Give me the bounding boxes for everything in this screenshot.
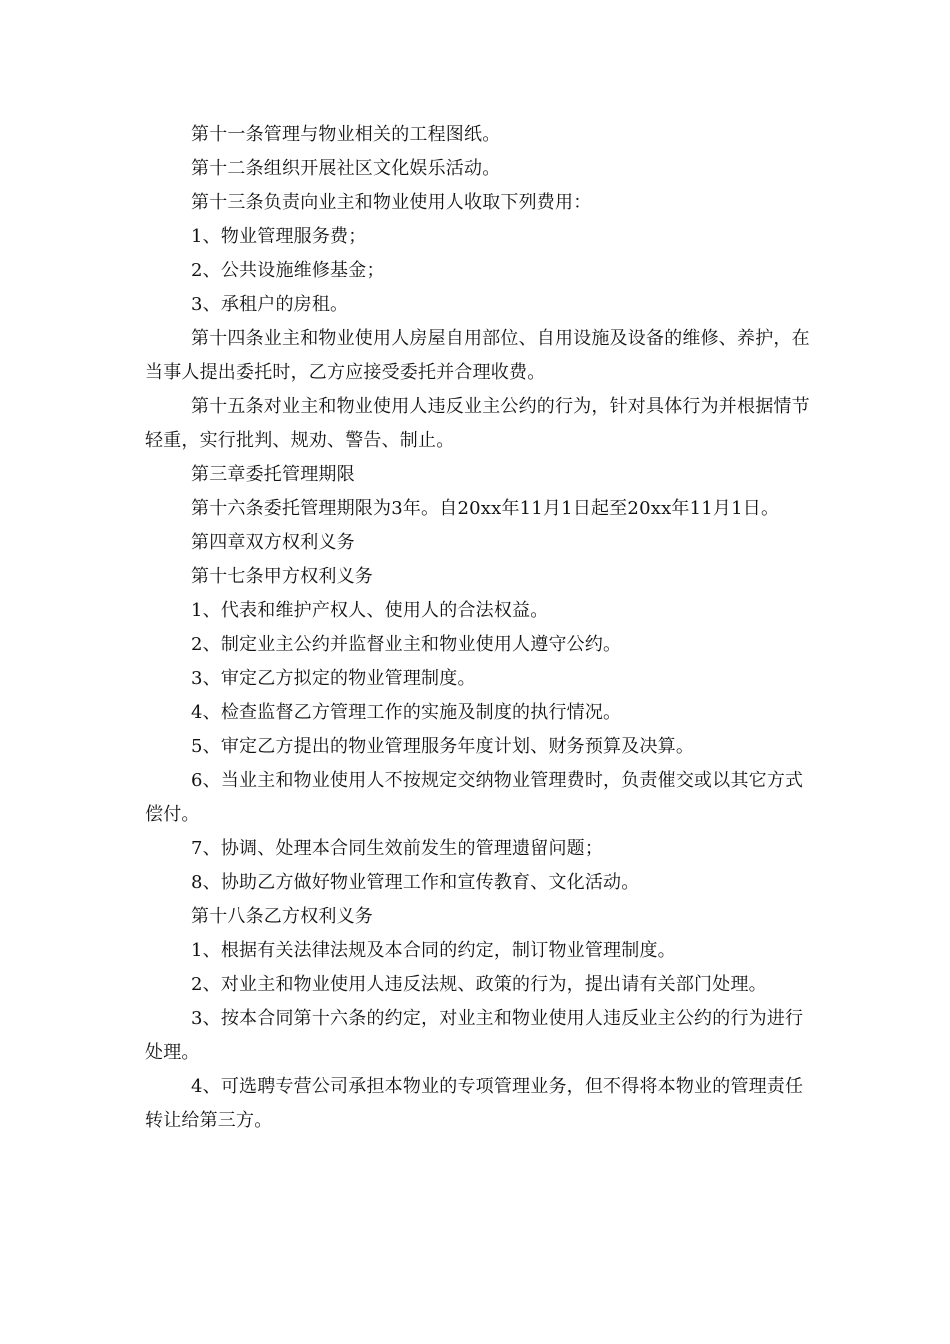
article-15: 第十五条对业主和物业使用人违反业主公约的行为，针对具体行为并根据情节轻重，实行批判、规劝、警告、制止。 <box>145 396 810 451</box>
article-17-heading: 第十七条甲方权利义务 <box>191 566 373 587</box>
party-a-item-4: 4、检查监督乙方管理工作的实施及制度的执行情况。 <box>191 702 622 723</box>
fee-item-2: 2、公共设施维修基金； <box>191 260 385 281</box>
party-a-item-3: 3、审定乙方拟定的物业管理制度。 <box>191 668 476 689</box>
article-11: 第十一条管理与物业相关的工程图纸。 <box>191 124 501 145</box>
chapter-3-heading: 第三章委托管理期限 <box>191 464 355 485</box>
party-a-item-1: 1、代表和维护产权人、使用人的合法权益。 <box>191 600 549 621</box>
party-b-item-3: 3、按本合同第十六条的约定，对业主和物业使用人违反业主公约的行为进行处理。 <box>145 1008 804 1063</box>
document-body <box>145 118 810 1138</box>
fee-item-3: 3、承租户的房租。 <box>191 294 349 315</box>
fee-item-1: 1、物业管理服务费； <box>191 226 367 247</box>
party-a-item-7: 7、协调、处理本合同生效前发生的管理遗留问题； <box>191 838 604 859</box>
party-b-item-2: 2、对业主和物业使用人违反法规、政策的行为，提出请有关部门处理。 <box>191 974 767 995</box>
article-18-heading: 第十八条乙方权利义务 <box>191 906 373 927</box>
article-14: 第十四条业主和物业使用人房屋自用部位、自用设施及设备的维修、养护，在当事人提出委托时，乙方应接受委托并合理收费。 <box>145 328 810 383</box>
article-16: 第十六条委托管理期限为3年。自20xx年11月1日起至20xx年11月1日。 <box>191 498 780 519</box>
party-b-item-4: 4、可选聘专营公司承担本物业的专项管理业务，但不得将本物业的管理责任转让给第三方。 <box>145 1076 804 1131</box>
party-b-item-1: 1、根据有关法律法规及本合同的约定，制订物业管理制度。 <box>191 940 676 961</box>
party-a-item-6: 6、当业主和物业使用人不按规定交纳物业管理费时，负责催交或以其它方式偿付。 <box>145 770 804 825</box>
chapter-4-heading: 第四章双方权利义务 <box>191 532 355 553</box>
article-12: 第十二条组织开展社区文化娱乐活动。 <box>191 158 501 179</box>
party-a-item-5: 5、审定乙方提出的物业管理服务年度计划、财务预算及决算。 <box>191 736 695 757</box>
article-13: 第十三条负责向业主和物业使用人收取下列费用： <box>191 192 592 213</box>
party-a-item-2: 2、制定业主公约并监督业主和物业使用人遵守公约。 <box>191 634 622 655</box>
party-a-item-8: 8、协助乙方做好物业管理工作和宣传教育、文化活动。 <box>191 872 640 893</box>
